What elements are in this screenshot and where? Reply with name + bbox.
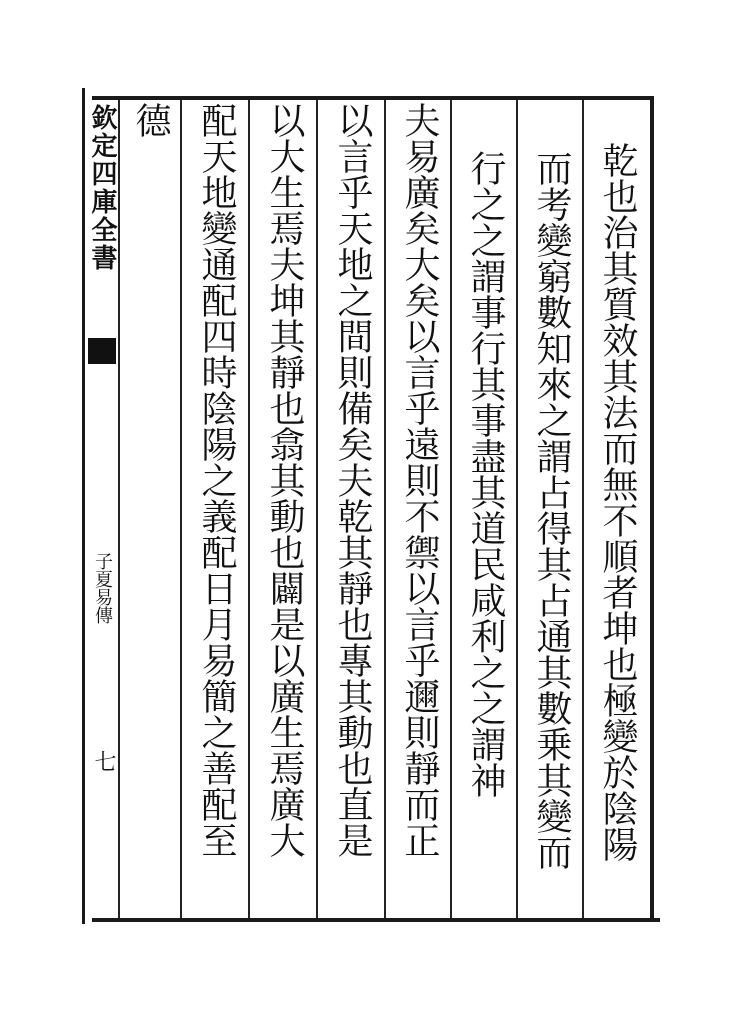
book-edge-margin [86,100,118,918]
text-column-8: 德 [130,102,171,138]
text-column-1: 乾也治其質效其法而無不順者坤也極變於陰陽 [597,142,638,862]
column-divider [582,100,584,918]
text-column-2: 而考變窮數知來之謂占得其占通其數乗其變而 [531,150,572,870]
column-divider [316,100,318,918]
text-column-4: 夫易廣矣大矣以言乎遠則不禦以言乎邇則靜而正 [399,102,440,858]
page-number: 七 [91,750,116,772]
column-divider [450,100,452,918]
text-column-3: 行之之謂事行其事盡其道民咸利之之謂神 [465,150,506,798]
text-column-6: 以大生焉夫坤其靜也翕其動也闢是以廣生焉廣大 [264,102,305,858]
book-title: 欽定四庫全書 [87,104,117,272]
column-divider [180,100,182,918]
column-divider [516,100,518,918]
column-divider [118,100,120,918]
fish-tail-mark [88,338,116,364]
column-divider [384,100,386,918]
text-column-5: 以言乎天地之間則備矣夫乾其靜也專其動也直是 [332,102,373,858]
top-border-line [92,96,652,100]
text-column-7: 配天地變通配四時陰陽之義配日月易簡之善配至 [196,102,237,858]
bottom-border-line [92,918,660,922]
right-border-line [650,96,654,922]
column-divider [248,100,250,918]
left-border-line [82,88,85,924]
chapter-title: 子夏易傳 [92,552,113,624]
